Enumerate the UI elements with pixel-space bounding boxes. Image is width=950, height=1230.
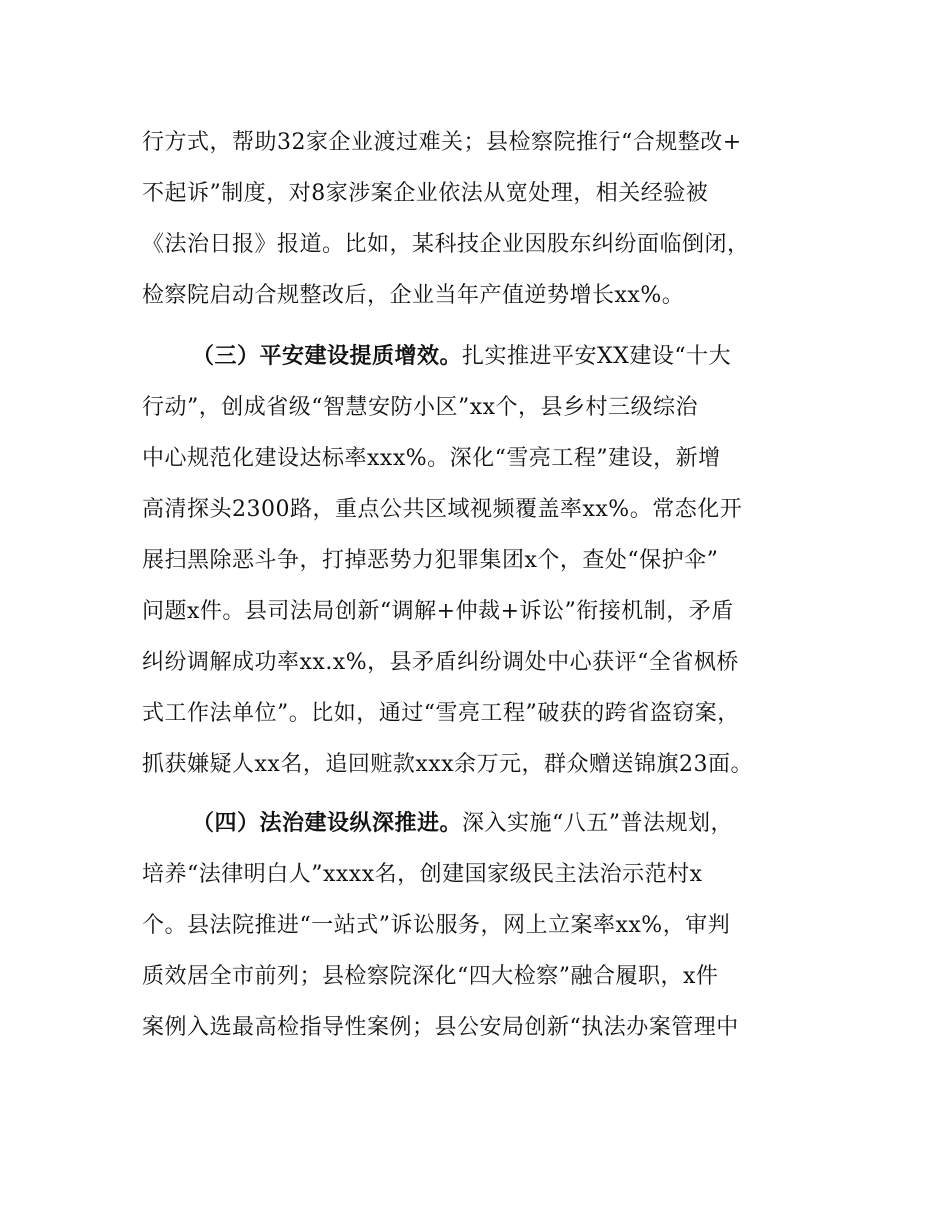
- text-line: 《法治日报》报道。比如，某科技企业因股东纠纷面临倒闭，: [142, 232, 750, 257]
- text-line: 培养“法律明白人”xxxx名，创建国家级民主法治示范村x: [142, 862, 703, 887]
- paragraph-rule-of-law: [142, 798, 832, 1053]
- text-line: 不起诉”制度，对8家涉案企业依法从宽处理，相关经验被: [142, 181, 709, 206]
- paragraph-safety-construction: [142, 331, 832, 790]
- text-line: 个。县法院推进“一站式”诉讼服务，网上立案率xx%，审判: [142, 913, 731, 938]
- section-heading: （三）平安建设提质增效。: [192, 344, 463, 369]
- text-line: 检察院启动合规整改后，企业当年产值逆势增长xx%。: [142, 283, 685, 308]
- text-line: 问题x件。县司法局创新“调解+仲裁+诉讼”衔接机制，矛盾: [142, 599, 734, 624]
- text-run: 扎实推进平安XX建设“十大: [462, 344, 732, 369]
- text-line: 抓获嫌疑人xx名，追回赃款xxx余万元，群众赠送锦旗23面。: [142, 752, 754, 777]
- text-line: 行动”，创成省级“智慧安防小区”xx个，县乡村三级综治: [142, 395, 699, 420]
- text-run: 深入实施“八五”普法规划，: [462, 811, 734, 836]
- text-line: 案例入选最高检指导性案例；县公安局创新“执法办案管理中: [142, 1015, 739, 1040]
- section-heading: （四）法治建设纵深推进。: [192, 811, 463, 836]
- text-line: 质效居全市前列；县检察院深化“四大检察”融合履职，x件: [142, 964, 719, 989]
- text-line-first: [142, 331, 832, 382]
- text-line: 行方式，帮助32家企业渡过难关；县检察院推行“合规整改+: [142, 130, 742, 155]
- text-line: 纠纷调解成功率xx.x%，县矛盾纠纷调处中心获评“全省枫桥: [142, 650, 739, 675]
- text-line-first: [142, 798, 832, 849]
- paragraph-continuation: [142, 117, 832, 321]
- text-line: 高清探头2300路，重点公共区域视频覆盖率xx%。常态化开: [142, 497, 743, 522]
- text-line: 中心规范化建设达标率xxx%。深化“雪亮工程”建设，新增: [142, 446, 721, 471]
- text-line: 展扫黑除恶斗争，打掉恶势力犯罪集团x个，查处“保护伞”: [142, 548, 719, 573]
- text-line: 式工作法单位”。比如，通过“雪亮工程”破获的跨省盗窃案，: [142, 701, 740, 726]
